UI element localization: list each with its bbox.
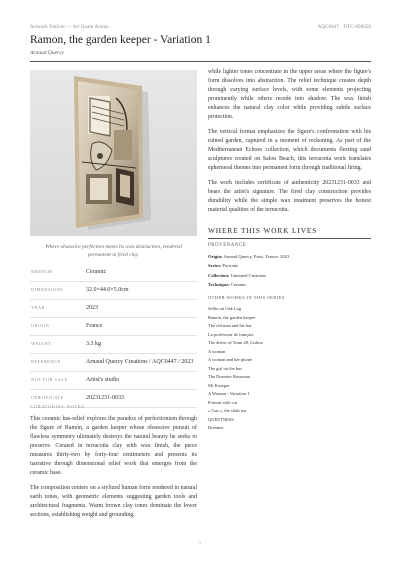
spec-value: 20231231-0033 (86, 395, 124, 401)
spec-row-medium (30, 264, 197, 282)
spec-label: YEAR (31, 305, 45, 310)
other-works-heading: OTHER WORKS IN THIS SERIES (208, 295, 285, 300)
other-work-link[interactable]: Mr Krueger (208, 382, 230, 388)
spec-row-dimensions (30, 282, 197, 300)
paragraph: while lighter tones concentrate in the upper areas where the figure's form dissolves into abstraction. The relief technique creates depth through varying surface levels, with some elements projecting prominently while others recede into shadow. The wax finish enhances the natural clay color while providing subtle surface protection. (208, 69, 371, 120)
paragraph: This ceramic bas-relief explores the paradox of perfectionism through the figure of Ramón, a garden keeper whose obsessive pursuit of flawless symmetry ultimately destroys the natural beauty he seeks to preserve. Created in terracotta clay with wax finish, the piece measures thirty-two by forty-four centimeters and presents its narrative through dimensional relief work that emerges from the ceramic base. (30, 416, 197, 476)
spec-label: NOT FOR SALE (31, 377, 68, 382)
provenance-list (208, 253, 371, 291)
other-work-link[interactable]: La professeur de français (208, 331, 254, 337)
page-title: Ramon, the garden keeper - Variation 1 (30, 34, 211, 46)
other-work-link[interactable]: The Dosseier Rousseau (208, 374, 251, 379)
curatorial-notes-heading: CURATORIAL NOTES (30, 404, 85, 409)
spec-value: France (86, 323, 103, 329)
other-work-link[interactable]: A woman and her phone (208, 357, 252, 362)
curatorial-notes-left (30, 415, 197, 526)
artwork-photo (30, 70, 197, 236)
artist-name: Arnaud Quercy (30, 50, 64, 56)
other-work-link[interactable]: The driver of Tram 28, Lisbon (208, 340, 263, 345)
spec-row-year (30, 300, 197, 318)
other-work-link[interactable]: Ramon, the garden keeper (208, 314, 256, 320)
spec-label: ORIGIN (31, 323, 50, 328)
paragraph: The vertical format emphasizes the figure's confrontation with his ruined garden, captured in a moment of reckoning. As part of the Mediterranean Echoes collection, which documents fleeting sand sculptures created on Salou Beach, this terracotta work translates ephemeral themes into permanent form through traditional firing. (208, 128, 371, 171)
spec-value: 2023 (86, 305, 98, 311)
other-work-link[interactable]: Portrait with cat (208, 399, 237, 405)
page-number: 1 (198, 540, 202, 545)
spec-value: Arnaud Quercy Creations / AQC0447 / 2023 (86, 359, 194, 365)
provenance-item: Origin: Arnaud Quercy, Paris, France, 2023 (208, 254, 290, 259)
other-work-link[interactable]: « Gus », the sloth tea (208, 408, 246, 413)
other-work-link[interactable]: The girl on the bus (208, 365, 242, 371)
spec-label: CERTIFICATE (31, 395, 64, 400)
other-work-link[interactable]: Selfie on Oak Log (208, 306, 242, 311)
kicker: Artwork Notices — Art Quam Anima (30, 25, 109, 30)
other-work-link[interactable]: QUEETNESS (208, 416, 234, 422)
other-work-link[interactable]: A Woman - Variation 1 (208, 391, 250, 396)
header-divider (30, 61, 371, 62)
provenance-item: Series: Portraits (208, 263, 238, 269)
other-work-link[interactable]: The old man and his hat (208, 323, 252, 328)
spec-value: Ceramic (86, 269, 107, 275)
spec-value: Artist's studio (86, 377, 120, 383)
spec-row-reference (30, 354, 197, 372)
top-bar (30, 25, 371, 30)
spec-label: REFERENCE (31, 359, 61, 364)
paragraph: The work includes certificate of authenticity 20231231-0033 and bears the artist's signature. The fired clay construction provides durability while the simple wax treatment preserves the honest material qualities of the terracotta. (208, 179, 371, 213)
spec-row-origin (30, 318, 197, 336)
spec-label: WEIGHT (31, 341, 52, 346)
image-caption: Where obsessive perfection meets its own destruction, rendered permanent in fired clay. (45, 244, 182, 259)
spec-label: MEDIUM (31, 269, 53, 274)
provenance-item: Collection: Untamed Creations (208, 272, 267, 278)
spec-value: 32.0×44.0×5.0cm (86, 287, 129, 293)
reference-code: AQC0447 · NTC-000056 (317, 25, 371, 30)
other-work-link[interactable]: A woman (208, 348, 226, 354)
where-heading: WHERE THIS WORK LIVES (208, 226, 371, 239)
spec-row-weight (30, 336, 197, 354)
paragraph: The composition centers on a stylized human form rendered in natural earth tones, with geometric elements suggesting garden tools and architectural fragments. Warm brown clay tones dominate the lower sections, establishing weight and grounding, (30, 484, 197, 518)
spec-value: 3.3 kg (86, 341, 101, 347)
other-works-list (208, 305, 371, 433)
provenance-item: Technique: Ceramic (208, 282, 247, 288)
spec-row-availability (30, 372, 197, 390)
curatorial-notes-right (208, 68, 371, 221)
other-work-link[interactable]: Dreamer (208, 425, 224, 430)
provenance-heading: PROVENANCE (208, 243, 247, 248)
spec-label: DIMENSIONS (31, 287, 64, 292)
specifications-table (30, 264, 197, 408)
